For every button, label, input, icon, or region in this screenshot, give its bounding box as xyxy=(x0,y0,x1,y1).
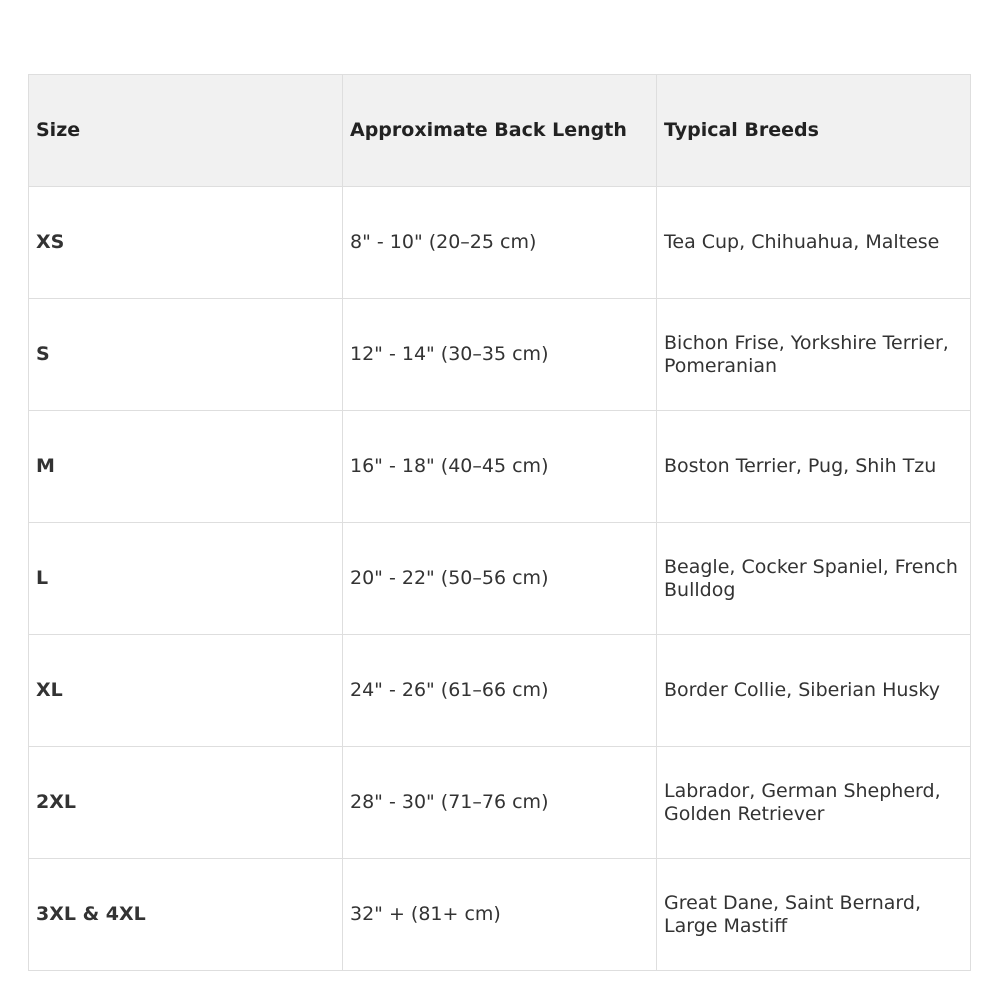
back-length-cell: 8" - 10" (20–25 cm) xyxy=(343,187,657,299)
size-chart-table xyxy=(28,74,971,971)
table-row xyxy=(29,859,971,971)
table-row xyxy=(29,411,971,523)
header-row xyxy=(29,75,971,187)
breeds-cell: Labrador, German Shepherd, Golden Retriever xyxy=(657,747,971,859)
table-row xyxy=(29,635,971,747)
breeds-cell: Bichon Frise, Yorkshire Terrier, Pomeranian xyxy=(657,299,971,411)
breeds-cell: Tea Cup, Chihuahua, Maltese xyxy=(657,187,971,299)
back-length-cell: 24" - 26" (61–66 cm) xyxy=(343,635,657,747)
size-cell: XS xyxy=(29,187,343,299)
size-cell: S xyxy=(29,299,343,411)
back-length-cell: 16" - 18" (40–45 cm) xyxy=(343,411,657,523)
back-length-cell: 28" - 30" (71–76 cm) xyxy=(343,747,657,859)
table-row xyxy=(29,523,971,635)
size-cell: M xyxy=(29,411,343,523)
back-length-cell: 20" - 22" (50–56 cm) xyxy=(343,523,657,635)
breeds-cell: Great Dane, Saint Bernard, Large Mastiff xyxy=(657,859,971,971)
breeds-cell: Beagle, Cocker Spaniel, French Bulldog xyxy=(657,523,971,635)
size-cell: 3XL & 4XL xyxy=(29,859,343,971)
header-size: Size xyxy=(29,75,343,187)
table-row xyxy=(29,747,971,859)
back-length-cell: 32" + (81+ cm) xyxy=(343,859,657,971)
breeds-cell: Border Collie, Siberian Husky xyxy=(657,635,971,747)
table-body xyxy=(29,187,971,971)
table-row xyxy=(29,187,971,299)
header-typical-breeds: Typical Breeds xyxy=(657,75,971,187)
breeds-cell: Boston Terrier, Pug, Shih Tzu xyxy=(657,411,971,523)
size-cell: L xyxy=(29,523,343,635)
back-length-cell: 12" - 14" (30–35 cm) xyxy=(343,299,657,411)
header-back-length: Approximate Back Length xyxy=(343,75,657,187)
table-row xyxy=(29,299,971,411)
size-cell: XL xyxy=(29,635,343,747)
size-cell: 2XL xyxy=(29,747,343,859)
table-header xyxy=(29,75,971,187)
